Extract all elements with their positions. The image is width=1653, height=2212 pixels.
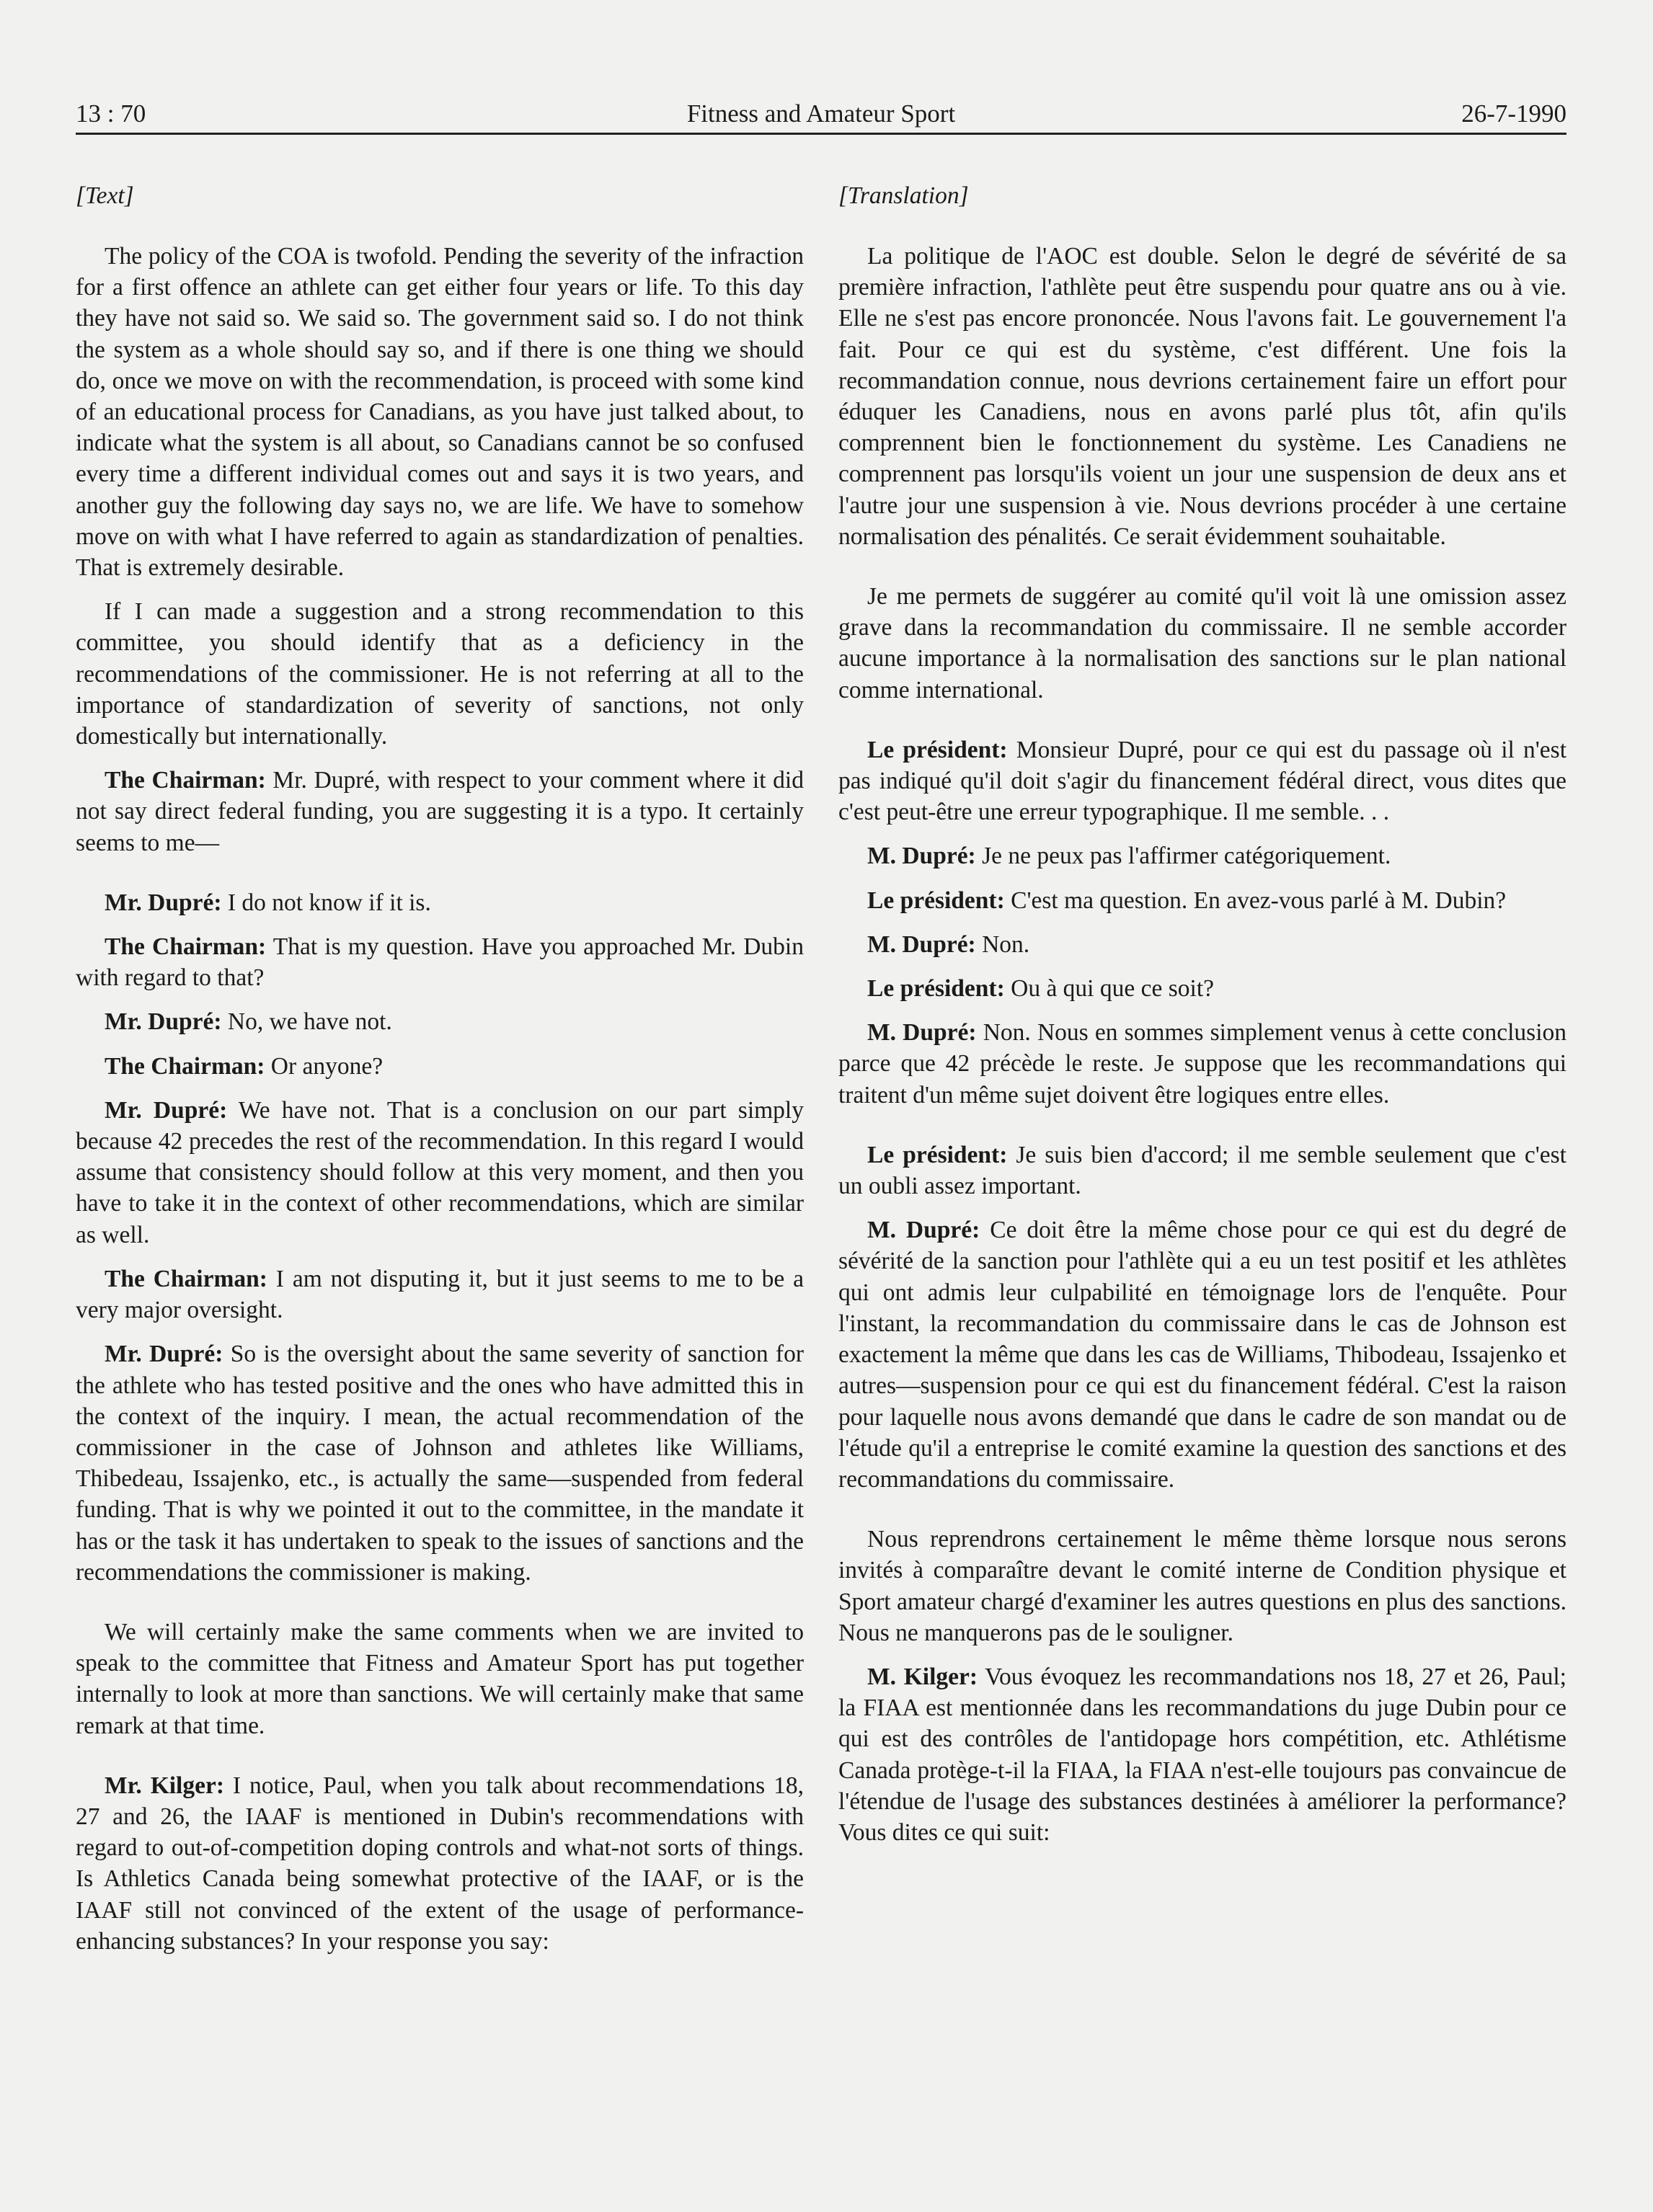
paragraph <box>838 241 1566 552</box>
paragraph <box>76 931 804 993</box>
speaker-name: Le président: <box>867 975 1005 1003</box>
paragraph-text: Mr. Dupré, with respect to your comment where it did not say direct federal funding, you are suggesting it is a typo. It certainly seems to me— <box>76 767 804 856</box>
paragraph <box>76 1617 804 1741</box>
paragraph <box>838 1214 1566 1495</box>
paragraph-text: C'est ma question. En avez-vous parlé à M. Dubin? <box>1004 887 1507 914</box>
paragraph <box>838 885 1566 916</box>
paragraph <box>838 840 1566 871</box>
header-date: 26-7-1990 <box>1461 99 1566 128</box>
column-label-translation: [Translation] <box>838 182 969 209</box>
paragraph-text: Nous reprendrons certainement le même thème lorsque nous serons invités à comparaître devant le comité interne de Condition physique et Sport amateur chargé d'examiner les autres questions en plus des sanctions. Nous ne manquerons pas de le souligner. <box>838 1526 1566 1646</box>
speaker-name: M. Kilger: <box>867 1663 978 1690</box>
paragraph <box>76 596 804 752</box>
paragraph-text: So is the oversight about the same severity of sanction for the athlete who has tested positive and the ones who have admitted this in the context of the inquiry. I mean, the actual recommendation of the commissioner in the case of Johnson and athletes like Williams, Thibedeau, Issajenko, etc., is actually the same—suspended from federal funding. That is why we pointed it out to the committee, in the mandate it has or the task it has undertaken to speak to the issues of sanctions and the recommendations the commissioner is making. <box>76 1341 804 1586</box>
paragraph-text: No, we have not. <box>221 1008 392 1036</box>
speaker-name: Le président: <box>867 1141 1008 1168</box>
speaker-name: The Chairman: <box>105 1052 265 1080</box>
speaker-name: Le président: <box>867 887 1005 914</box>
paragraph <box>838 973 1566 1004</box>
speaker-name: Mr. Dupré: <box>105 1096 228 1124</box>
running-title: Fitness and Amateur Sport <box>686 99 956 128</box>
french-column <box>838 182 1566 1848</box>
paragraph-text: I notice, Paul, when you talk about recommendations 18, 27 and 26, the IAAF is mentioned in Dubin's recommendations with regard to out-of-competition doping controls and what-not sorts of things. Is Athletics Canada being somewhat protective of the IAAF, or is the IAAF still not convinced of the extent of the usage of performance-enhancing substances? In your response you say: <box>76 1772 804 1955</box>
paragraph-text: Or anyone? <box>265 1052 384 1080</box>
paragraph-text: Ce doit être la même chose pour ce qui est du degré de sévérité de la sanction pour l'athlète qui a eu un test positif et les athlètes qui ont admis leur culpabilité en témoignage lors de l'enquête. Pour l'instant, la recommandation du commissaire dans le cas de Johnson est exactement la même que dans les cas de Williams, Thibodeau, Issajenko et autres—suspension pour ce qui est du financement fédéral. C'est la raison pour laquelle nous avons demandé que dans le cadre de son mandat ou de l'étude qu'il a entreprise le comité examine la question des sanctions et des recommandations du commissaire. <box>838 1217 1566 1493</box>
paragraph <box>838 734 1566 828</box>
page-header <box>76 92 1566 135</box>
paragraph-text: Ou à qui que ce soit? <box>1004 975 1214 1003</box>
paragraph <box>838 929 1566 960</box>
speaker-name: M. Dupré: <box>867 1217 980 1244</box>
paragraph <box>76 1051 804 1082</box>
paragraph-text: The policy of the COA is twofold. Pending the severity of the infraction for a first offence an athlete can get either four years or life. To this day they have not said so. We said so. The government said so. I do not think the system as a whole should say so, and if there is one thing we should do, once we move on with the recommendation, is proceed with some kind of an educational process for Canadians, as you have just talked about, to indicate what the system is all about, so Canadians cannot be so confused every time a different individual comes out and says it is two years, and another guy the following day says no, we are life. We have to somehow move on with what I have referred to again as standardization of penalties. That is extremely desirable. <box>76 243 804 582</box>
paragraph-text: Je suis bien d'accord; il me semble seulement que c'est un oubli assez important. <box>838 1141 1566 1200</box>
speaker-name: Le président: <box>867 736 1008 763</box>
paragraph <box>838 1524 1566 1648</box>
paragraph <box>76 765 804 858</box>
paragraph <box>76 1095 804 1251</box>
paragraph <box>838 1017 1566 1111</box>
paragraph-text: Non. Nous en sommes simplement venus à cette conclusion parce que 42 précède le reste. Je suppose que les recommandations qui traitent d'un même sujet doivent être logiques entre elles. <box>838 1019 1567 1109</box>
speaker-name: The Chairman: <box>105 767 266 794</box>
speaker-name: The Chairman: <box>105 1265 267 1292</box>
column-label-text: [Text] <box>76 182 134 209</box>
paragraph <box>838 1140 1566 1202</box>
paragraph-text: If I can made a suggestion and a strong recommendation to this committee, you should identify that as a deficiency in the recommendations of the commissioner. He is not referring at all to the importance of standardization of severity of sanctions, not only domestically but internationally. <box>76 598 804 750</box>
paragraph-text: Je ne peux pas l'affirmer catégoriquement. <box>975 843 1391 870</box>
speaker-name: Mr. Dupré: <box>105 1008 222 1036</box>
paragraph <box>76 241 804 583</box>
speaker-name: M. Dupré: <box>867 843 976 870</box>
paragraph-text: Vous évoquez les recommandations nos 18, 27 et 26, Paul; la FIAA est mentionnée dans les recommandations du juge Dubin pour ce qui est des contrôles de l'antidopage hors compétition, etc. Athlétisme Canada protège-t-il la FIAA, la FIAA n'est-elle toujours pas convaincue de l'étendue de l'usage des substances destinées à améliorer la performance? Vous dites ce qui suit: <box>838 1663 1566 1846</box>
speaker-name: Mr. Dupré: <box>105 1341 223 1368</box>
paragraph-text: Monsieur Dupré, pour ce qui est du passage où il n'est pas indiqué qu'il doit s'agir du financement fédéral direct, vous dites que c'est peut-être une erreur typographique. Il me semble. . . <box>838 736 1566 826</box>
paragraph <box>76 1338 804 1588</box>
speaker-name: Mr. Kilger: <box>105 1772 225 1799</box>
paragraph-text: Je me permets de suggérer au comité qu'il voit là une omission assez grave dans la recommandation du commissaire. Il ne semble accorder aucune importance à la normalisation des sanctions sur le plan national comme international. <box>838 583 1566 703</box>
paragraph-text: We will certainly make the same comments when we are invited to speak to the committee that Fitness and Amateur Sport has put together internally to look at more than sanctions. We will certainly make that same remark at that time. <box>76 1618 804 1739</box>
paragraph <box>76 1006 804 1037</box>
paragraph <box>838 1661 1566 1848</box>
paragraph <box>76 1770 804 1957</box>
english-column <box>76 182 804 1957</box>
speaker-name: Mr. Dupré: <box>105 889 222 916</box>
page-number: 13 : 70 <box>76 99 146 128</box>
paragraph-text: That is my question. Have you approached Mr. Dubin with regard to that? <box>76 933 804 992</box>
paragraph-text: We have not. That is a conclusion on our part simply because 42 precedes the rest of the recommendation. In this regard I would assume that consistency should follow at this very moment, and then you have to take it in the context of other recommendations, which are similar as well. <box>76 1096 804 1248</box>
paragraph <box>838 581 1566 706</box>
speaker-name: The Chairman: <box>105 933 267 961</box>
paragraph <box>76 1263 804 1325</box>
paragraph-text: I do not know if it is. <box>221 889 431 916</box>
paragraph <box>76 887 804 918</box>
speaker-name: M. Dupré: <box>867 1019 977 1047</box>
paragraph-text: Non. <box>975 930 1030 958</box>
speaker-name: M. Dupré: <box>867 930 976 958</box>
paragraph-text: La politique de l'AOC est double. Selon le degré de sévérité de sa première infraction, l'athlète peut être suspendu pour quatre ans ou à vie. Elle ne s'est pas encore prononcée. Nous l'avons fait. Le gouvernement l'a fait. Pour ce qui est du système, c'est différent. Une fois la recommandation connue, nous devrions certainement faire un effort pour éduquer les Canadiens, nous en avons parlé plus tôt, afin qu'ils comprennent bien le fonctionnement du système. Les Canadiens ne comprennent pas lorsqu'ils voient un jour une suspension de deux ans et l'autre jour une suspension à vie. Nous devrions procéder à une certaine normalisation des pénalités. Ce serait évidemment souhaitable. <box>838 243 1566 550</box>
paragraph-text: I am not disputing it, but it just seems to me to be a very major oversight. <box>76 1265 804 1324</box>
